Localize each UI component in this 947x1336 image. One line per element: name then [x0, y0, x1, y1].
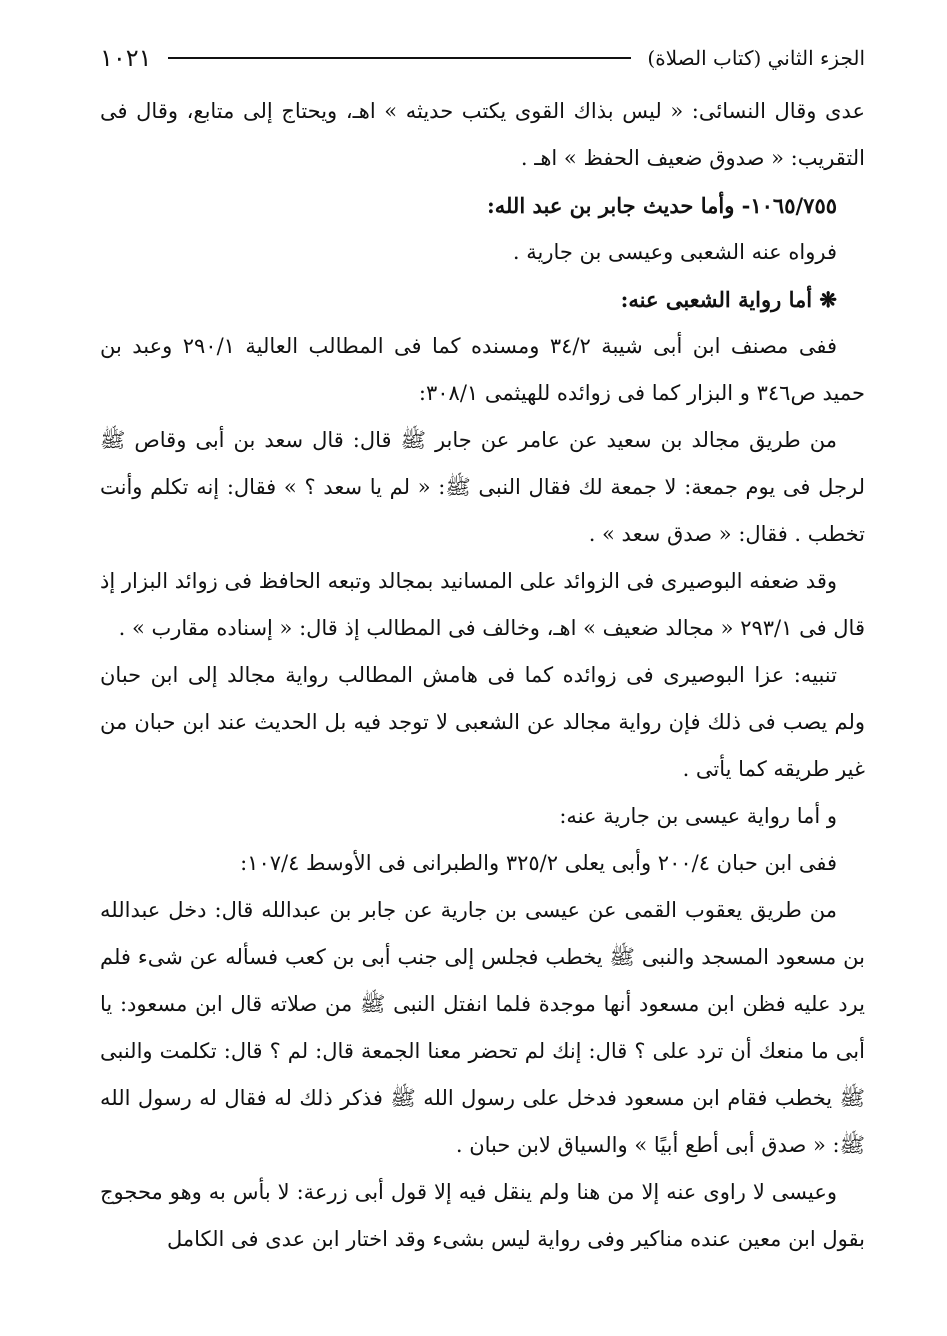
paragraph: [100, 887, 865, 1169]
paragraph: [100, 558, 865, 652]
running-title: الجزء الثاني (كتاب الصلاة): [647, 46, 865, 70]
paragraph: [100, 182, 865, 229]
paragraph-text: عدى وقال النسائى: « ليس بذاك القوى يكتب حديثه » اهـ، ويحتاج إلى متابع، وقال فى التقريب: « صدوق ضعيف الحفظ » اهـ .: [100, 99, 865, 170]
asterism-icon: ❋: [819, 287, 837, 312]
paragraph: [100, 323, 865, 417]
paragraph-text: ففى ابن حبان ٢٠٠/٤ وأبى يعلى ٣٢٥/٢ والطبرانى فى الأوسط ١٠٧/٤:: [240, 851, 837, 875]
paragraph: [100, 417, 865, 558]
paragraph-text: أما رواية الشعبى عنه:: [620, 287, 813, 312]
paragraph-text: تنبيه: عزا البوصيرى فى زوائده كما فى هامش المطالب رواية مجالد إلى ابن حبان ولم يصب فى ذلك فإن رواية مجالد عن الشعبى لا توجد فيه بل الحديث عند ابن حبان من غير طريقه كما يأتى .: [100, 663, 865, 781]
paragraph-text: ١٠٦٥/٧٥٥- وأما حديث جابر بن عبد الله:: [486, 193, 837, 218]
page-body: [100, 88, 865, 1263]
paragraph-text: و أما رواية عيسى بن جارية عنه:: [559, 804, 837, 828]
paragraph: [100, 652, 865, 793]
paragraph-text: فرواه عنه الشعبى وعيسى بن جارية .: [512, 240, 837, 264]
paragraph: [100, 276, 865, 323]
page-header: [100, 38, 865, 78]
paragraph: [100, 840, 865, 887]
header-rule: [168, 57, 632, 59]
page-number: ١٠٢١: [100, 44, 152, 72]
paragraph-text: وعيسى لا راوى عنه إلا من هنا ولم ينقل فيه إلا قول أبى زرعة: لا بأس به وهو محجوج بقول ابن معين عنده مناكير وفى رواية ليس بشىء وقد اختار ابن عدى فى الكامل: [100, 1180, 865, 1251]
paragraph: [100, 229, 865, 276]
paragraph-text: من طريق مجالد بن سعيد عن عامر عن جابر ﷺ قال: قال سعد بن أبى وقاص ﷺ لرجل فى يوم جمعة: لا جمعة لك فقال النبى ﷺ: « لم يا سعد ؟ » فقال: إنه تكلم وأنت تخطب . فقال: « صدق سعد » .: [100, 428, 865, 546]
paragraph-text: وقد ضعفه البوصيرى فى الزوائد على المسانيد بمجالد وتبعه الحافظ فى زوائد البزار إذ قال فى ٢٩٣/١ « مجالد ضعيف » اهـ، وخالف فى المطالب إذ قال: « إسناده مقارب » .: [100, 569, 865, 640]
paragraph: [100, 1169, 865, 1263]
paragraph: [100, 88, 865, 182]
paragraph-text: ففى مصنف ابن أبى شيبة ٣٤/٢ ومسنده كما فى المطالب العالية ٢٩٠/١ وعبد بن حميد ص٣٤٦ و البزار كما فى زوائده للهيثمى ٣٠٨/١:: [100, 334, 865, 405]
paragraph-text: من طريق يعقوب القمى عن عيسى بن جارية عن جابر بن عبدالله قال: دخل عبدالله بن مسعود المسجد والنبى ﷺ يخطب فجلس إلى جنب أبى بن كعب فسأله عن شىء فلم يرد عليه فظن ابن مسعود أنها موجدة فلما انفتل النبى ﷺ من صلاته قال ابن مسعود: يا أبى ما منعك أن ترد على ؟ قال: إنك لم تحضر معنا الجمعة قال: لم ؟ قال: تكلمت والنبى ﷺ يخطب فقام ابن مسعود فدخل على رسول الله ﷺ فذكر ذلك له فقال له رسول الله ﷺ: « صدق أبى أطع أبيًا » والسياق لابن حبان .: [100, 898, 865, 1157]
paragraph: [100, 793, 865, 840]
